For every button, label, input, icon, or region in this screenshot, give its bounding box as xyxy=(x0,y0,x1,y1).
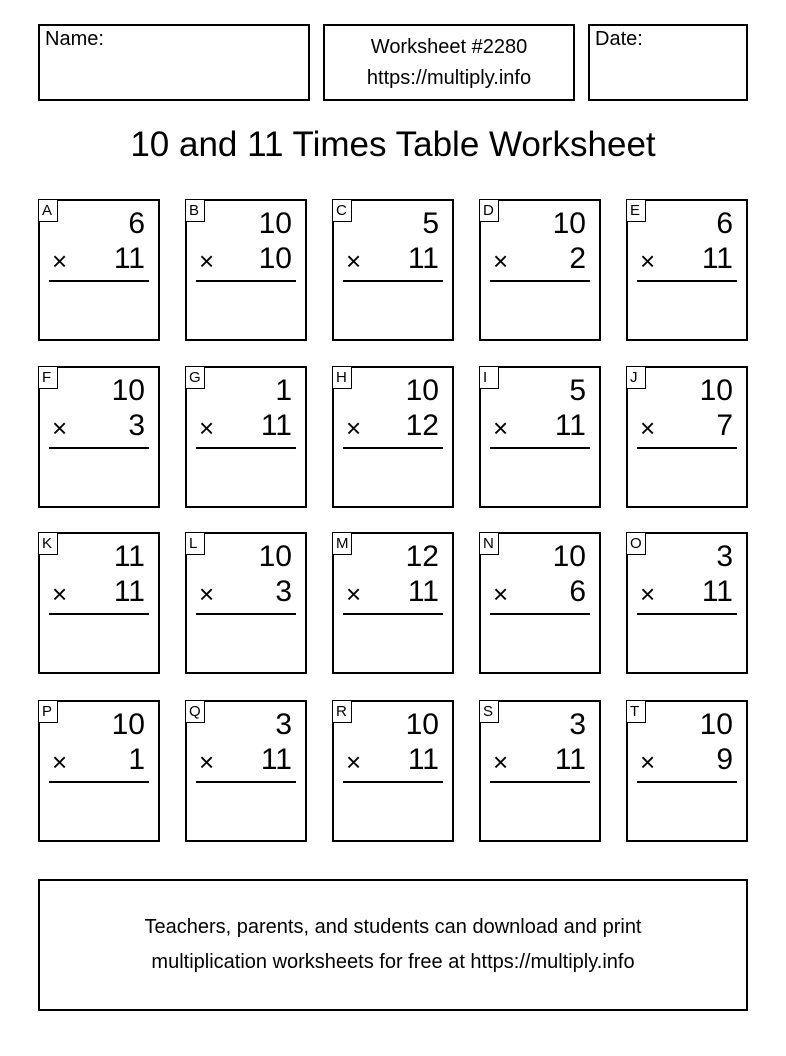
problem-letter: M xyxy=(332,532,352,555)
answer-line xyxy=(637,781,737,783)
multiplicand: 12 xyxy=(405,540,439,573)
multiplicand: 3 xyxy=(275,708,292,741)
problem-letter: G xyxy=(185,366,205,389)
multiplier: 6 xyxy=(569,575,586,608)
problem-letter: D xyxy=(479,199,499,222)
problem-letter: Q xyxy=(185,700,205,723)
problem-card xyxy=(479,532,601,674)
problem-card xyxy=(185,700,307,842)
multiplicand: 5 xyxy=(569,374,586,407)
answer-line xyxy=(343,280,443,282)
problem-letter: I xyxy=(479,366,499,389)
problem-letter: F xyxy=(38,366,58,389)
answer-line xyxy=(490,781,590,783)
multiplicand: 1 xyxy=(275,374,292,407)
problem-letter: B xyxy=(185,199,205,222)
problem-card xyxy=(626,700,748,842)
times-sign: × xyxy=(493,747,509,777)
multiplier: 11 xyxy=(407,242,439,275)
times-sign: × xyxy=(493,413,509,443)
page-title: 10 and 11 Times Table Worksheet xyxy=(130,125,656,164)
multiplier: 3 xyxy=(275,575,292,608)
answer-line xyxy=(49,613,149,615)
times-sign: × xyxy=(346,246,362,276)
multiplicand: 10 xyxy=(258,207,292,240)
times-sign: × xyxy=(493,246,509,276)
worksheet-info-box xyxy=(323,24,575,101)
multiplier: 11 xyxy=(407,575,439,608)
answer-line xyxy=(196,613,296,615)
problem-letter: E xyxy=(626,199,646,222)
answer-line xyxy=(196,781,296,783)
name-field-box xyxy=(38,24,310,101)
multiplier: 11 xyxy=(113,242,145,275)
answer-line xyxy=(490,447,590,449)
multiplier: 11 xyxy=(554,743,586,776)
times-sign: × xyxy=(640,579,656,609)
multiplicand: 10 xyxy=(111,708,145,741)
multiplicand: 10 xyxy=(699,708,733,741)
multiplicand: 3 xyxy=(716,540,733,573)
problem-letter: R xyxy=(332,700,352,723)
problem-letter: J xyxy=(626,366,646,389)
answer-line xyxy=(196,280,296,282)
problem-card xyxy=(38,199,160,341)
problem-card xyxy=(332,700,454,842)
times-sign: × xyxy=(52,579,68,609)
problem-letter: S xyxy=(479,700,499,723)
times-sign: × xyxy=(640,747,656,777)
times-sign: × xyxy=(199,747,215,777)
times-sign: × xyxy=(493,579,509,609)
times-sign: × xyxy=(52,246,68,276)
problem-card xyxy=(185,532,307,674)
problem-card xyxy=(38,532,160,674)
problem-letter: C xyxy=(332,199,352,222)
date-field-box xyxy=(588,24,748,101)
multiplier: 11 xyxy=(701,242,733,275)
multiplier: 3 xyxy=(128,409,145,442)
answer-line xyxy=(637,613,737,615)
multiplicand: 11 xyxy=(113,540,145,573)
problem-letter: P xyxy=(38,700,58,723)
problem-card xyxy=(332,199,454,341)
answer-line xyxy=(49,280,149,282)
times-sign: × xyxy=(640,413,656,443)
multiplier: 2 xyxy=(569,242,586,275)
multiplicand: 10 xyxy=(111,374,145,407)
times-sign: × xyxy=(640,246,656,276)
multiplicand: 3 xyxy=(569,708,586,741)
footer-line-1: Teachers, parents, and students can download and print xyxy=(144,916,642,938)
multiplier: 11 xyxy=(554,409,586,442)
answer-line xyxy=(343,613,443,615)
problem-letter: L xyxy=(185,532,205,555)
answer-line xyxy=(49,781,149,783)
problem-card xyxy=(38,366,160,508)
times-sign: × xyxy=(52,747,68,777)
problem-letter: A xyxy=(38,199,58,222)
worksheet-number: Worksheet #2280 xyxy=(370,35,528,58)
multiplicand: 10 xyxy=(405,708,439,741)
multiplier: 11 xyxy=(260,743,292,776)
multiplier: 11 xyxy=(260,409,292,442)
problem-letter: T xyxy=(626,700,646,723)
problem-letter: O xyxy=(626,532,646,555)
multiplier: 9 xyxy=(716,743,733,776)
times-sign: × xyxy=(346,413,362,443)
multiplicand: 10 xyxy=(699,374,733,407)
multiplicand: 6 xyxy=(716,207,733,240)
answer-line xyxy=(343,781,443,783)
multiplicand: 10 xyxy=(258,540,292,573)
name-label: Name: xyxy=(45,28,104,50)
footer-box xyxy=(38,879,748,1011)
times-sign: × xyxy=(199,413,215,443)
answer-line xyxy=(637,280,737,282)
answer-line xyxy=(490,613,590,615)
problem-letter: K xyxy=(38,532,58,555)
multiplier: 11 xyxy=(407,743,439,776)
answer-line xyxy=(196,447,296,449)
answer-line xyxy=(49,447,149,449)
times-sign: × xyxy=(52,413,68,443)
multiplier: 1 xyxy=(128,743,145,776)
times-sign: × xyxy=(199,246,215,276)
problem-card xyxy=(185,366,307,508)
answer-line xyxy=(490,280,590,282)
multiplicand: 6 xyxy=(128,207,145,240)
answer-line xyxy=(637,447,737,449)
problem-card xyxy=(38,700,160,842)
times-sign: × xyxy=(199,579,215,609)
problem-card xyxy=(626,532,748,674)
problem-card xyxy=(332,532,454,674)
problem-card xyxy=(626,199,748,341)
multiplicand: 10 xyxy=(552,207,586,240)
multiplier: 7 xyxy=(716,409,733,442)
problem-card xyxy=(479,366,601,508)
worksheet-url: https://multiply.info xyxy=(366,66,532,89)
multiplicand: 5 xyxy=(422,207,439,240)
answer-line xyxy=(343,447,443,449)
multiplier: 11 xyxy=(701,575,733,608)
problem-letter: N xyxy=(479,532,499,555)
problem-card xyxy=(479,700,601,842)
problem-card xyxy=(185,199,307,341)
times-sign: × xyxy=(346,747,362,777)
problem-card xyxy=(626,366,748,508)
multiplier: 12 xyxy=(405,409,439,442)
date-label: Date: xyxy=(595,28,643,50)
multiplicand: 10 xyxy=(552,540,586,573)
multiplier: 11 xyxy=(113,575,145,608)
problem-card xyxy=(479,199,601,341)
footer-line-2: multiplication worksheets for free at https://multiply.info xyxy=(151,951,635,973)
multiplicand: 10 xyxy=(405,374,439,407)
times-sign: × xyxy=(346,579,362,609)
problem-letter: H xyxy=(332,366,352,389)
multiplier: 10 xyxy=(258,242,292,275)
problem-card xyxy=(332,366,454,508)
